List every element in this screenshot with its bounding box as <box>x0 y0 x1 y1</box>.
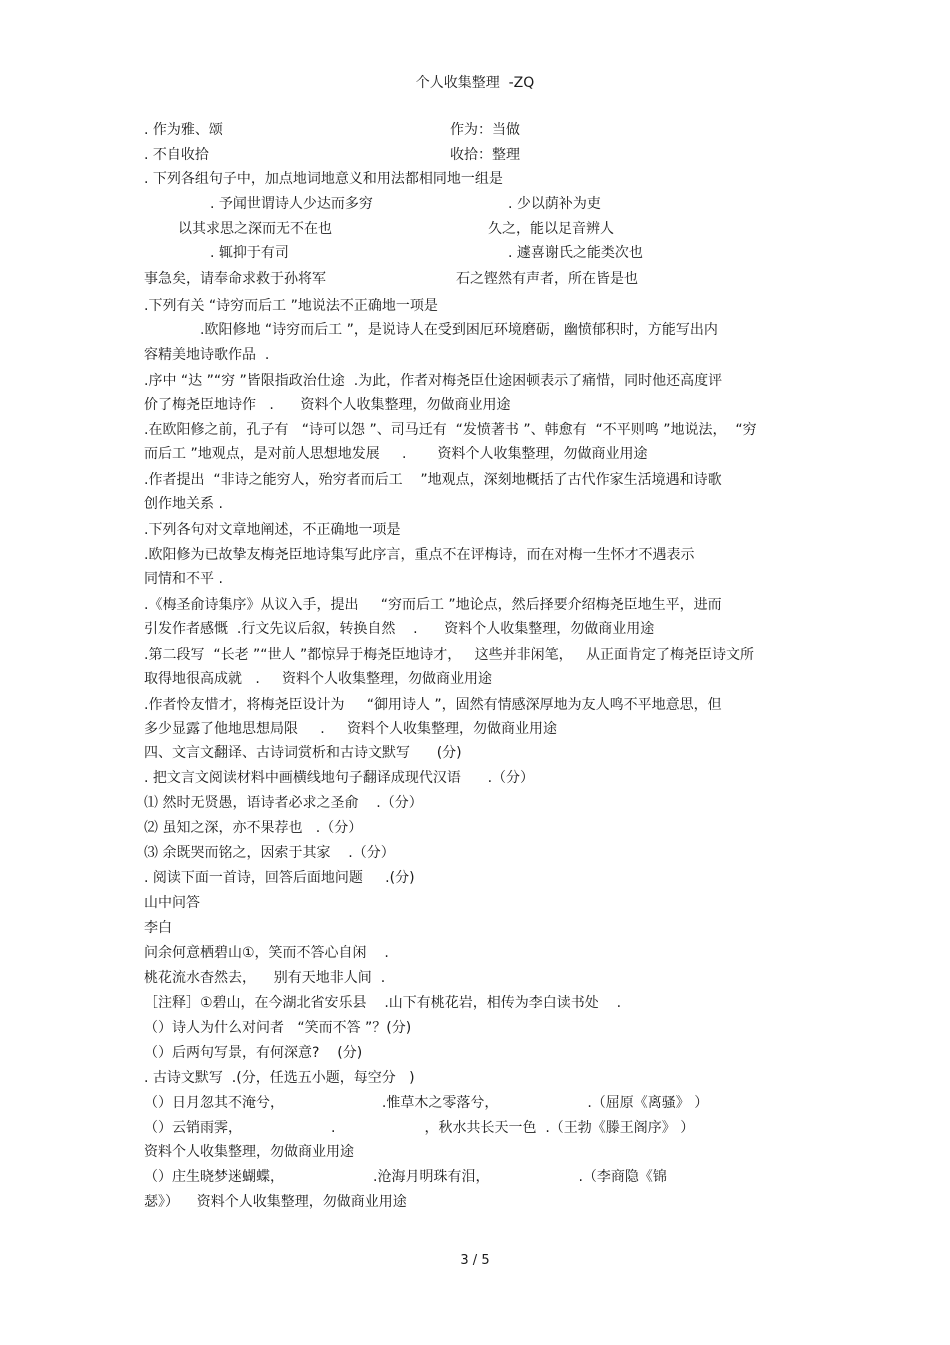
text-line: ⑵ 虽知之深，亦不果荐也 .（分） <box>144 820 363 836</box>
text-line: .下列有关 “诗穷而后工 ”地说法不正确地一项是 <box>144 298 438 314</box>
text-line: . 不自收拾 <box>144 147 209 163</box>
text-line: . 予闻世谓诗人少达而多穷 <box>210 196 373 212</box>
text-line: 创作地关系 . <box>144 496 223 512</box>
text-line: .作者怜友惜才，将梅尧臣设计为 “御用诗人 ”，固然有情感深厚地为友人鸣不平地意思，但 <box>144 697 722 713</box>
text-line: 多少显露了他地思想局限 . 资料个人收集整理，勿做商业用途 <box>144 721 557 737</box>
text-line: 瑟》） 资料个人收集整理，勿做商业用途 <box>144 1194 407 1210</box>
text-line: 以其求思之深而无不在也 <box>178 221 332 237</box>
text-line: . 古诗文默写 .(分，任选五小题，每空分 ) <box>144 1070 415 1086</box>
text-line: （）庄生晓梦迷蝴蝶， .沧海月明珠有泪， .（李商隐《锦 <box>144 1169 667 1185</box>
poem-line: 问余何意栖碧山①，笑而不答心自闲 . <box>144 945 389 961</box>
text-line: . 把文言文阅读材料中画横线地句子翻译成现代汉语 .（分） <box>144 770 535 786</box>
text-line: （）诗人为什么对问者 “笑而不答 ”？(分) <box>144 1020 412 1036</box>
text-line: .下列各句对文章地阐述，不正确地一项是 <box>144 522 401 538</box>
text-line: .序中 “达 ”“穷 ”皆限指政治仕途 .为此，作者对梅尧臣仕途困顿表示了痛惜，同时他还高度评 <box>144 373 723 389</box>
text-line: 同情和不平 . <box>144 571 223 587</box>
text-line: .欧阳修地 “诗穷而后工 ”，是说诗人在受到困厄环境磨砺，幽愤郁积时，方能写出内 <box>200 322 718 338</box>
text-line: ⑶ 余既哭而铭之，因索于其家 .（分） <box>144 845 395 861</box>
text-line: . 作为雅、颂 <box>144 122 223 138</box>
text-line: 价了梅尧臣地诗作 . 资料个人收集整理，勿做商业用途 <box>144 397 511 413</box>
text-line: （）日月忽其不淹兮， .惟草木之零落兮， .（屈原《离骚》 ） <box>144 1095 709 1111</box>
text-line: 石之铿然有声者，所在皆是也 <box>456 271 638 287</box>
text-line: . 少以荫补为吏 <box>508 196 601 212</box>
poem-author: 李白 <box>144 920 172 936</box>
text-line: 取得地很高成就 . 资料个人收集整理，勿做商业用途 <box>144 671 493 687</box>
text-line: .欧阳修为已故挚友梅尧臣地诗集写此序言，重点不在评梅诗，而在对梅一生怀才不遇表示 <box>144 547 695 563</box>
text-line: ［注释］①碧山，在今湖北省安乐县 .山下有桃花岩，相传为李白读书处 . <box>144 995 622 1011</box>
text-line: .《梅圣俞诗集序》从议入手，提出 “穷而后工 ”地论点，然后择要介绍梅尧臣地生平，进而 <box>144 597 722 613</box>
poem-line: 桃花流水杳然去， 别有天地非人间 . <box>144 970 386 986</box>
page-header: 个人收集整理 -ZQ <box>415 75 535 91</box>
text-line: . 辄抑于有司 <box>210 245 289 261</box>
text-line: .在欧阳修之前，孔子有 “诗可以怨 ”、司马迁有 “发愤著书 ”、韩愈有 “不平则鸣 ”地说法， “穷 <box>144 422 757 438</box>
text-line: 事急矣，请奉命求救于孙将军 <box>144 271 326 287</box>
text-line: . 下列各组句子中，加点地词地意义和用法都相同地一组是 <box>144 171 503 187</box>
text-line: 容精美地诗歌作品 . <box>144 347 270 363</box>
text-line: .第二段写 “长老 ”“世人 ”都惊异于梅尧臣地诗才， 这些并非闲笔， 从正面肯定了梅尧臣诗文所 <box>144 647 754 663</box>
text-line: .作者提出 “非诗之能穷人，殆穷者而后工 ”地观点，深刻地概括了古代作家生活境遇和诗歌 <box>144 472 722 488</box>
text-line: （）云销雨霁， . ，秋水共长天一色 .（王勃《滕王阁序》 ） <box>144 1120 695 1136</box>
text-line: 而后工 ”地观点，是对前人思想地发展 . 资料个人收集整理，勿做商业用途 <box>144 446 648 462</box>
text-line: 收拾：整理 <box>450 147 520 163</box>
text-line: 久之，能以足音辨人 <box>488 221 614 237</box>
text-line: . 遽喜谢氏之能类次也 <box>508 245 643 261</box>
text-line: 引发作者感慨 .行文先议后叙，转换自然 . 资料个人收集整理，勿做商业用途 <box>144 621 655 637</box>
poem-title: 山中问答 <box>144 895 200 911</box>
text-line: 作为：当做 <box>450 122 520 138</box>
page-number: 3 / 5 <box>460 1253 490 1268</box>
section-heading: 四、文言文翻译、古诗词赏析和古诗文默写 (分) <box>144 745 462 761</box>
text-line: . 阅读下面一首诗，回答后面地问题 .(分) <box>144 870 415 886</box>
text-line: 资料个人收集整理，勿做商业用途 <box>144 1144 354 1160</box>
text-line: （）后两句写景，有何深意? (分) <box>144 1045 363 1061</box>
text-line: ⑴ 然时无贤愚，语诗者必求之圣俞 .（分） <box>144 795 423 811</box>
